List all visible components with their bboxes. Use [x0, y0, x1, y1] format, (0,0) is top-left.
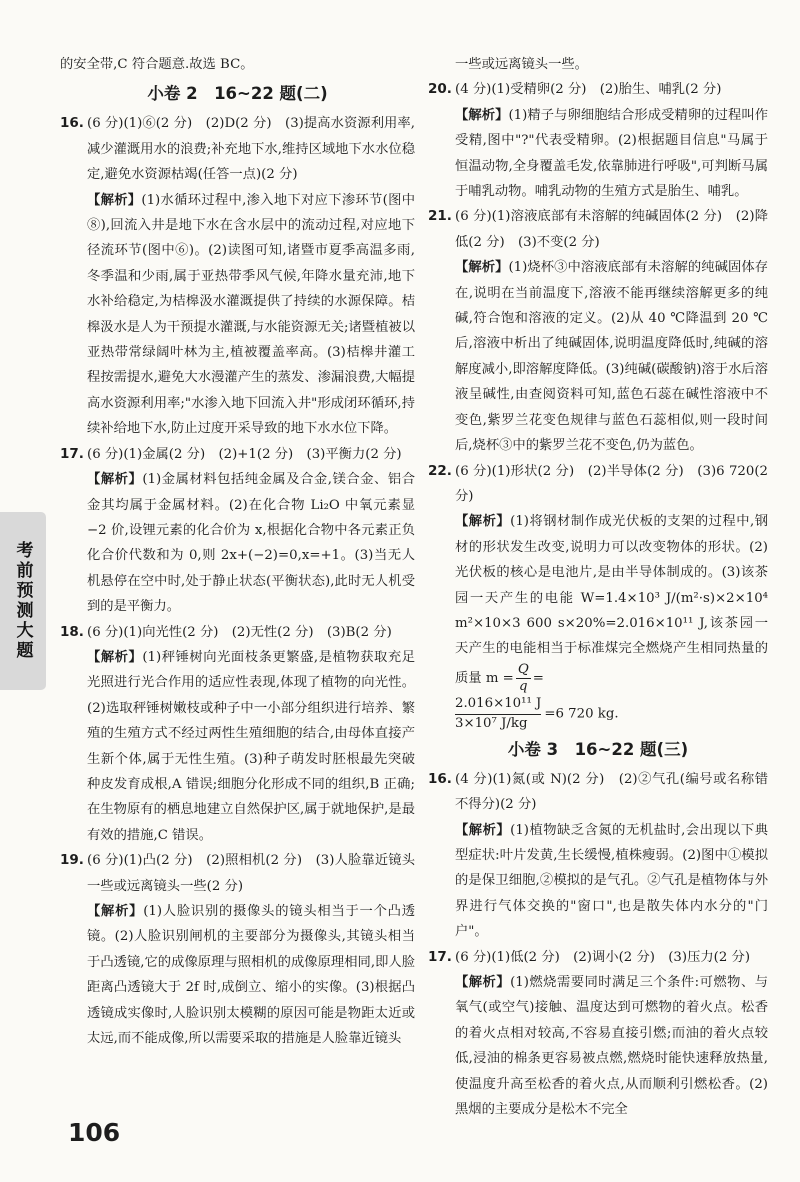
question-16-analysis: [60, 188, 415, 442]
analysis-text: (1)精子与卵细胞结合形成受精卵的过程叫作受精,图中"?"代表受精卵。(2)根据题目信息"马属于恒温动物,全身覆盖毛发,依靠肺进行呼吸",可判断马属于哺乳动物。哺乳动物的生殖方式是胎生、哺乳。: [455, 107, 768, 200]
fraction-numerator: Q: [517, 661, 529, 677]
analysis-tag: 【解析】: [87, 472, 143, 488]
analysis-tag: 【解析】: [455, 107, 509, 123]
intro-text: 的安全带,C 符合题意.故选 BC。: [60, 57, 254, 72]
analysis-tag: 【解析】: [87, 904, 144, 919]
calc-result: =6 720 kg.: [544, 706, 619, 722]
question-20-answer: [428, 77, 768, 102]
right-column: [428, 52, 768, 1122]
question-17-answer: [60, 442, 415, 467]
analysis-text: (1)燃烧需要同时满足三个条件:可燃物、与氧气(或空气)接触、温度达到可燃物的着火点。松香的着火点相对较高,不容易直接引燃;而油的着火点较低,浸油的棉条更容易被点燃,燃烧时能快速释放热量,使温度升高至松香的着火点,从而顺利引燃松香。(2)黑烟的主要成分是松木不完全: [455, 975, 768, 1118]
question-19-answer: [60, 848, 415, 899]
answer-text: (6 分)(1)凸(2 分) (2)照相机(2 分) (3)人脸靠近镜头一些或远离镜头一些(2 分): [87, 853, 415, 894]
answer-text: (6 分)(1)形状(2 分) (2)半导体(2 分) (3)6 720(2 分): [455, 463, 768, 504]
question-21-analysis: [428, 255, 768, 458]
answer-text: (4 分)(1)氮(或 N)(2 分) (2)②气孔(编号或名称错不得分)(2 分): [455, 771, 768, 813]
question-number: 16.: [60, 115, 84, 132]
answer-text: (6 分)(1)向光性(2 分) (2)无性(2 分) (3)B(2 分): [87, 624, 392, 640]
question-number: 20.: [428, 81, 452, 98]
question-number: 18.: [60, 623, 84, 640]
question-number: 17.: [60, 445, 84, 462]
continued-text: 一些或远离镜头一些。: [455, 57, 588, 72]
question-number: 19.: [60, 852, 84, 869]
question-number: 16.: [428, 770, 452, 787]
question-17-analysis: [60, 467, 415, 619]
analysis-text: (1)秤锤树向光面枝条更繁盛,是植物获取充足光照进行光合作用的适应性表现,体现了植物的向光性。(2)选取秤锤树嫩枝或种子中一小部分组织进行培养、繁殖的生殖方式不经过两性生殖细胞的结合,由母体直接产生新个体,属于无性生殖。(3)种子萌发时胚根最先突破种皮发育成根,A 错误;细胞分化形成不同的组织,B 正确;在生物原有的栖息地建立自然保护区,属于就地保护,是最有效的措施,C 错误。: [87, 649, 416, 843]
question-18-analysis: [60, 645, 415, 848]
question-22-calculation: [428, 695, 768, 733]
question-17b-analysis: [428, 970, 768, 1122]
question-16b-analysis: [428, 818, 768, 945]
question-16-answer: [60, 111, 415, 187]
question-number: 17.: [428, 948, 452, 965]
answer-text: (4 分)(1)受精卵(2 分) (2)胎生、哺乳(2 分): [455, 82, 722, 98]
question-18-answer: [60, 620, 415, 645]
section-title-2: 小卷 2 16~22 题(二): [147, 84, 328, 104]
formula-fraction: [516, 662, 531, 695]
analysis-tag: 【解析】: [455, 260, 509, 276]
fraction-denominator: q: [519, 678, 528, 694]
question-17b-answer: [428, 945, 768, 970]
answer-text: (6 分)(1)低(2 分) (2)调小(2 分) (3)压力(2 分): [455, 949, 751, 965]
analysis-text: (1)水循环过程中,渗入地下对应下渗环节(图中⑧),回流入井是地下水在含水层中的流动过程,对应地下径流环节(图中⑥)。(2)读图可知,诸暨市夏季高温多雨,冬季温和少雨,属于亚热带季风气候,年降水量充沛,地下水补给稳定,为桔槔汲水灌溉提供了持续的水源保障。桔槔汲水是人为干预提水灌溉,与水能资源无关;诸暨植被以亚热带常绿阔叶林为主,植被覆盖率高。(3)桔槔井灌工程按需提水,避免大水漫灌产生的蒸发、渗漏浪费,大幅提高水资源利用率;"水渗入地下回流入井"形成闭环循环,持续补给地下水,防止过度开采导致的地下水水位下降。: [87, 192, 415, 437]
section-title-3: 小卷 3 16~22 题(三): [507, 739, 689, 759]
answer-text: (6 分)(1)溶液底部有未溶解的纯碱固体(2 分) (2)降低(2 分) (3)不变(2 分): [455, 209, 768, 250]
calc-denominator: 3×10⁷ J/kg: [455, 715, 528, 731]
answer-text: (6 分)(1)⑥(2 分) (2)D(2 分) (3)提高水资源利用率,减少灌溉用水的浪费;补充地下水,维持区域地下水水位稳定,避免水资源枯竭(任答一点)(2 分): [87, 116, 415, 183]
answer-text: (6 分)(1)金属(2 分) (2)+1(2 分) (3)平衡力(2 分): [87, 446, 402, 462]
question-22-analysis: 【解析】(1)将钢材制作成光伏板的支架的过程中,钢材的形状发生改变,说明力可以改变物体的形状。(2)光伏板的核心是电池片,是由半导体制成的。(3)该茶园一天产生的电能 W=1.4×10³ J/(m²·s)×2×10⁴ m²×10×3 600 s×20%=2.016×10¹¹ J,该茶园一天产生的电能相当于标准煤完全燃烧产生相同热量的质量 m = $\frac{Q}{q}$ =: [455, 514, 769, 694]
question-22-answer: [428, 459, 768, 510]
analysis-tag: 【解析】: [87, 192, 142, 208]
question-21-answer: [428, 204, 768, 255]
left-column: [60, 52, 415, 1051]
question-number: 21.: [428, 208, 452, 225]
question-20-analysis: [428, 103, 768, 205]
analysis-tag: 【解析】: [455, 514, 511, 530]
analysis-text: (1)人脸识别的摄像头的镜头相当于一个凸透镜。(2)人脸识别闸机的主要部分为摄像头,其镜头相当于凸透镜,它的成像原理与照相机的成像原理相同,即人脸距离凸透镜大于 2f 时,成倒立、缩小的实像。(3)根据凸透镜成实像时,人脸识别太模糊的原因可能是物距太近或太远,而不能成像,所以需要采取的措施是人脸靠近镜头: [87, 904, 415, 1047]
question-number: 22.: [428, 462, 452, 479]
analysis-text: (1)烧杯③中溶液底部有未溶解的纯碱固体存在,说明在当前温度下,溶液不能再继续溶解更多的纯碱,符合饱和溶液的定义。(2)从 40 ℃降温到 20 ℃后,溶液中析出了纯碱固体,说明温度降低时,纯碱的溶解度减小,即溶解度降低。(3)纯碱(碳酸钠)溶于水后溶液呈碱性,由查阅资料可知,蓝色石蕊在碱性溶液中不变色,紫罗兰花变色规律与蓝色石蕊相似,则一段时间后,烧杯③中的紫罗兰花不变色,仍为蓝色。: [455, 260, 768, 454]
analysis-tag: 【解析】: [455, 822, 511, 838]
analysis-tag: 【解析】: [455, 975, 511, 990]
analysis-tag: 【解析】: [87, 649, 143, 665]
page-number: 106: [68, 1118, 121, 1147]
calc-numerator: 2.016×10¹¹ J: [455, 695, 541, 715]
calc-fraction: [455, 695, 541, 733]
analysis-text: (1)植物缺乏含氮的无机盐时,会出现以下典型症状:叶片发黄,生长缓慢,植株瘦弱。(2)图中①模拟的是保卫细胞,②模拟的是气孔。②气孔是植物体与外界进行气体交换的"窗口",也是散失体内水分的"门户"。: [455, 822, 769, 940]
analysis-text: (1)金属材料包括纯金属及合金,镁合金、铝合金其均属于金属材料。(2)在化合物 Li₂O 中氧元素显−2 价,设锂元素的化合价为 x,根据化合物中各元素正负化合价代数和为 0,则 2x+(−2)=0,x=+1。(3)当无人机悬停在空中时,处于静止状态(平衡状态),此时无人机受到的是平衡力。: [87, 472, 416, 615]
question-19-analysis: [60, 899, 415, 1051]
question-16b-answer: [428, 767, 768, 818]
side-tab-label: 考前预测大题: [0, 512, 46, 690]
analysis-text: (1)将钢材制作成光伏板的支架的过程中,钢材的形状发生改变,说明力可以改变物体的形状。(2)光伏板的核心是电池片,是由半导体制成的。(3)该茶园一天产生的电能 W=1.4×10³ J/(m²·s)×2×10⁴ m²×10×3 600 s×20%=2.016×10¹¹ J,该茶园一天产生的电能相当于标准煤完全燃烧产生相同热量的质量 m =: [455, 514, 769, 686]
